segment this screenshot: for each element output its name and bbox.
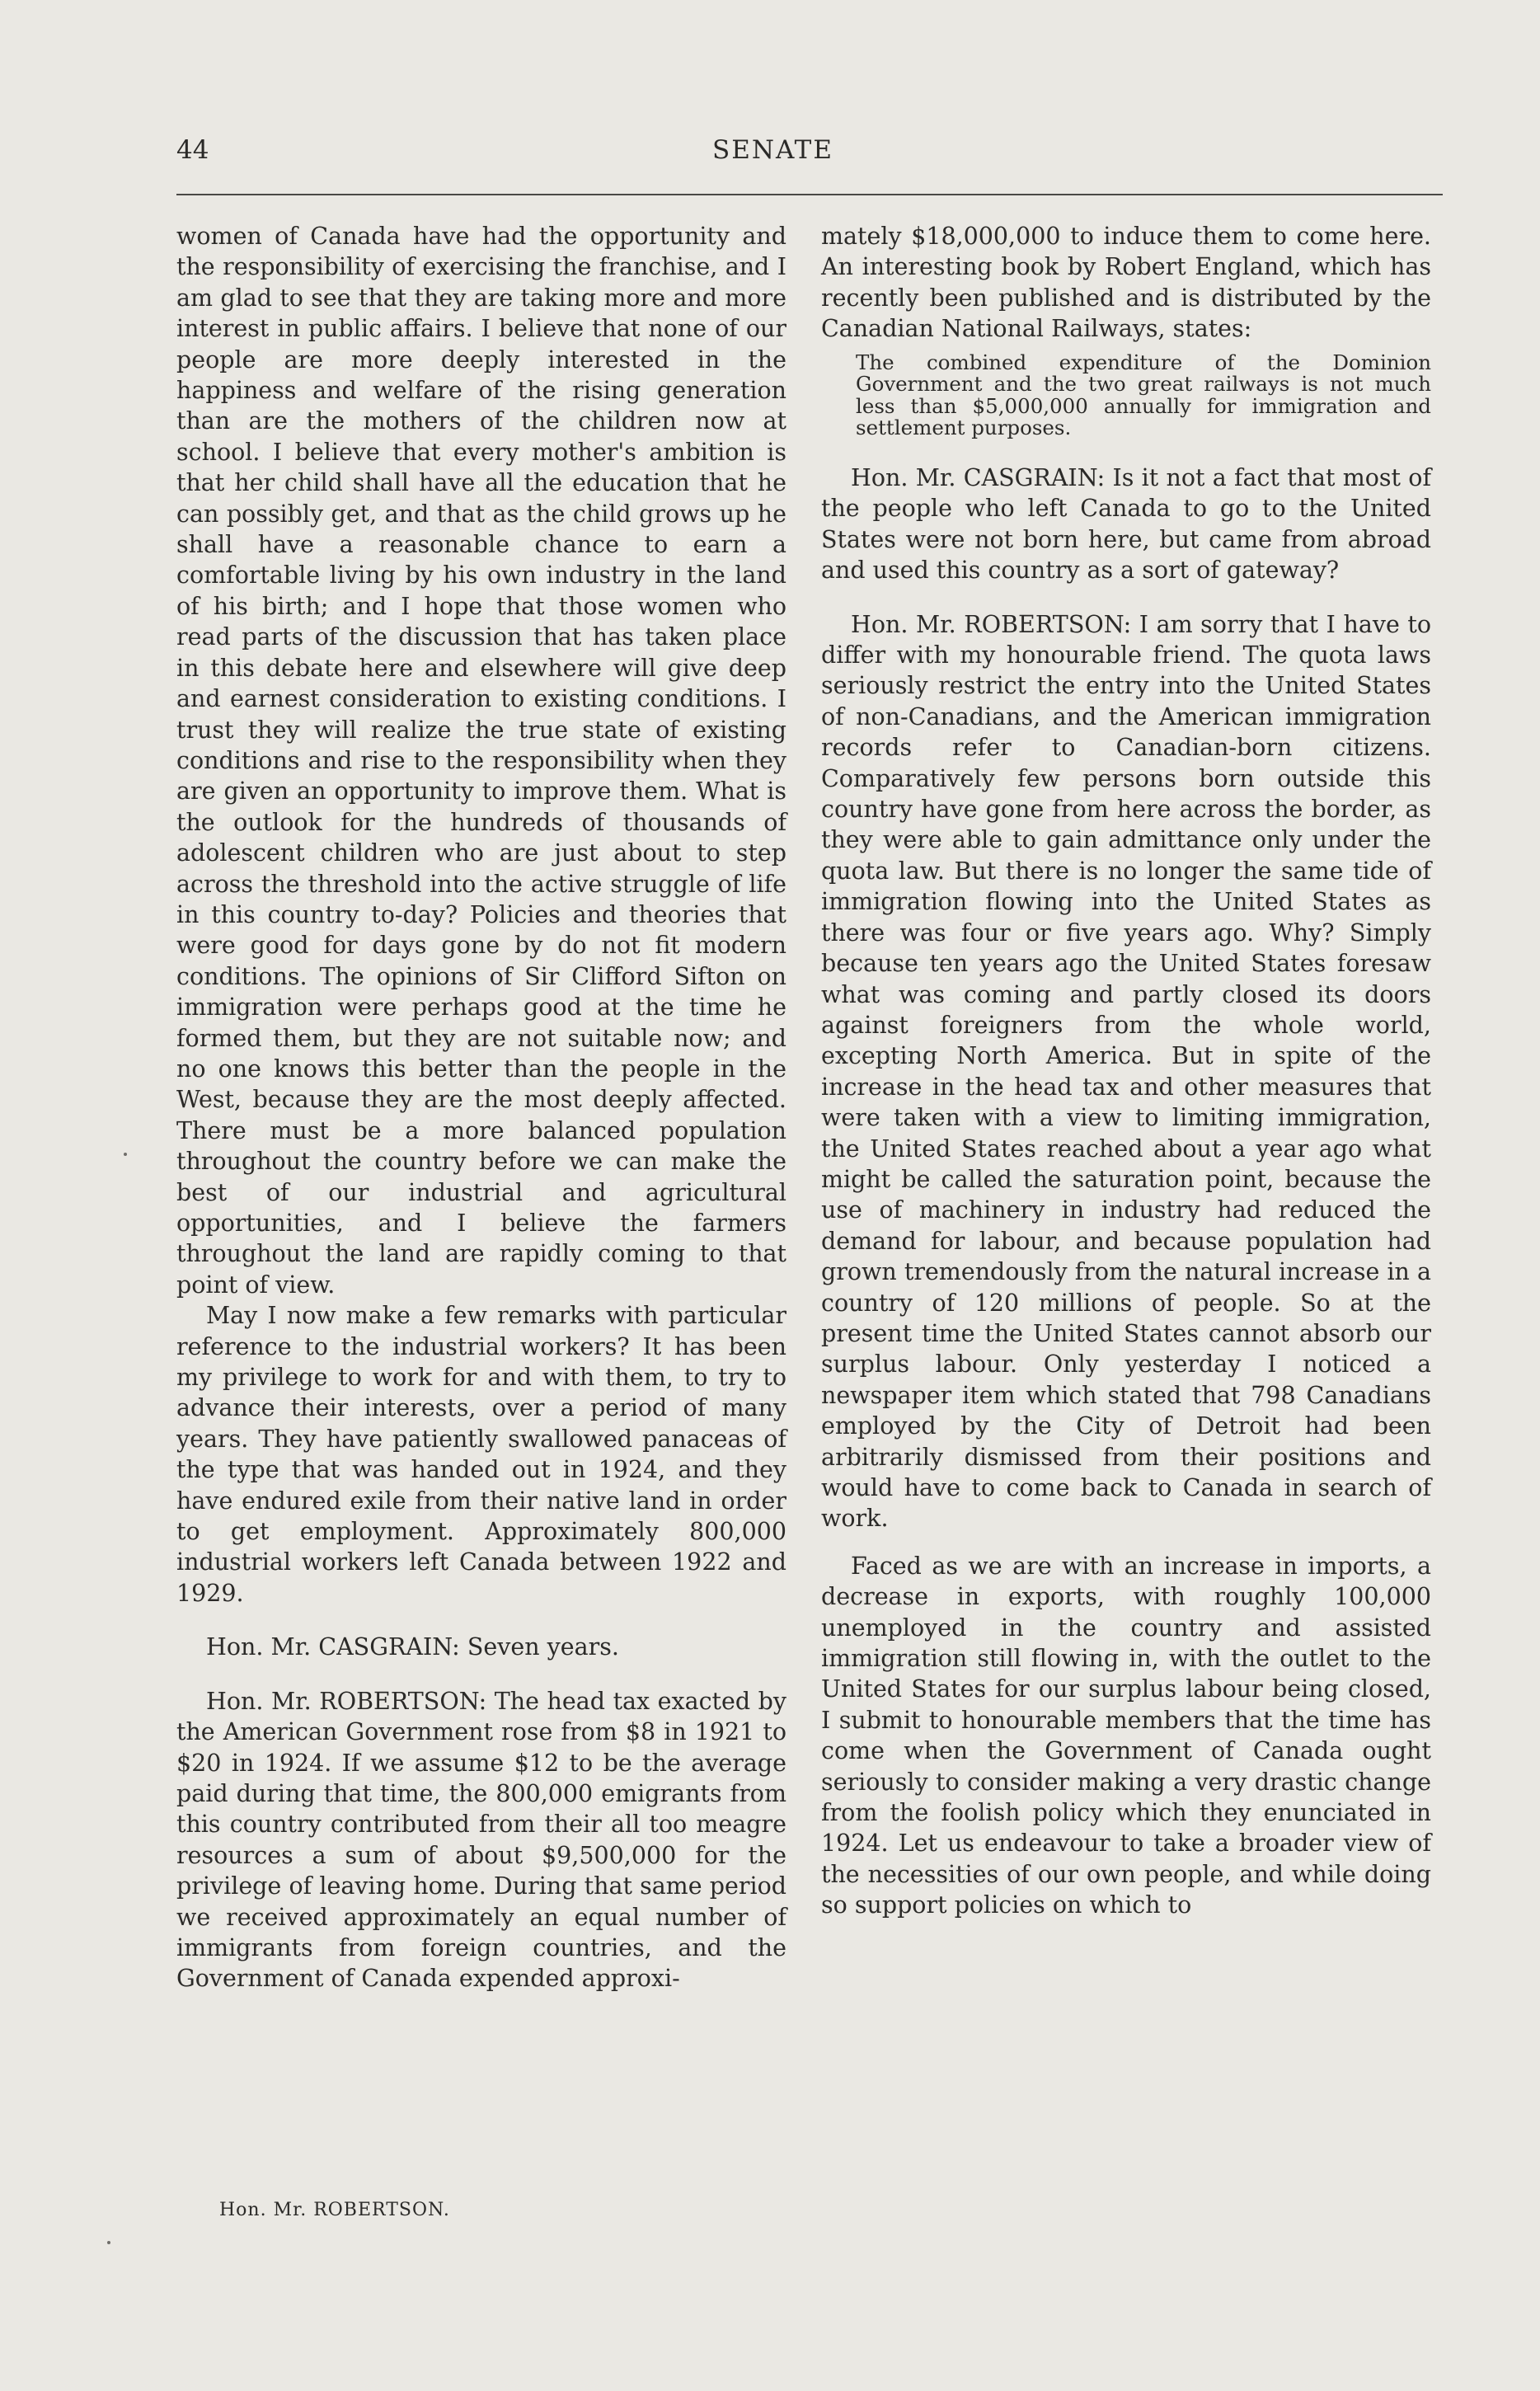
paragraph: Hon. Mr. ROBERTSON: The head tax exacted by the American Government rose from $8 in 1921 to $20 in 1924. If we assume $12 to be the average paid during that time, the 800,000 emigrants from this country contributed from their all too meagre resources a sum of about $9,500,000 for the privilege of leaving home. During that same period we received approximately an equal number of immigrants from foreign countries, and the Government of Canada expended approxi- [176,1687,786,1993]
paragraph: mately $18,000,000 to induce them to come here. An interesting book by Robert England, which has recently been published and is distributed by the Canadian National Railways, states: [821,223,1431,343]
header-rule [176,194,1443,195]
paragraph: Hon. Mr. ROBERTSON: I am sorry that I have to differ with my honourable friend. The quota laws seriously restrict the entry into the United States of non-Canadians, and the American immigration records refer to Canadian-born citizens. Comparatively few persons born outside this country have gone from here across the border, as they were able to gain admittance only under the quota law. But there is no longer the same tide of immigration flowing into the United States as there was four or five years ago. Why? Simply because ten years ago the United States foresaw what was coming and partly closed its doors against foreigners from the whole world, excepting North America. But in spite of the increase in the head tax and other measures that were taken with a view to limiting immigration, the United States reached about a year ago what might be called the saturation point, because the use of machinery in industry had reduced the demand for labour, and because population had grown tremendously from the natural increase in a country of 120 millions of people. So at the present time the United States cannot absorb our surplus labour. Only yesterday I noticed a newspaper item which stated that 798 Canadians employed by the City of Detroit had been arbitrarily dismissed from their positions and would have to come back to Canada in search of work. [821,610,1431,1533]
stray-mark [107,2241,110,2244]
paragraph: Faced as we are with an increase in imports, a decrease in exports, with roughly 100,000 unemployed in the country and assisted immigration still flowing in, with the outlet to the United States for our surplus labour being closed, I submit to honourable members that the time has come when the Government of Canada ought seriously to consider making a very drastic change from the foolish policy which they enunciated in 1924. Let us endeavour to take a broader view of the necessities of our own people, and while doing so support policies on which to [821,1552,1431,1919]
block-quote: The combined expenditure of the Dominion Government and the two great railways is not much less than $5,000,000 annually for immigration and settlement purposes. [856,350,1431,440]
left-column [176,221,786,1994]
paragraph: May I now make a few remarks with particular reference to the industrial workers? It has been my privilege to work for and with them, to try to advance their interests, over a period of many years. They have patiently swallowed panaceas of the type that was handed out in 1924, and they have endured exile from their native land in order to get employment. Approximately 800,000 industrial workers left Canada between 1922 and 1929. [176,1302,786,1607]
right-column [821,221,1431,1921]
footer-speaker: Hon. Mr. ROBERTSON. [219,2200,450,2220]
stray-mark [124,1153,127,1156]
page-number: 44 [176,135,209,165]
interjection: Hon. Mr. CASGRAIN: Is it not a fact that most of the people who left Canada to go to the United States were not born here, but came from abroad and used this country as a sort of gateway? [821,464,1431,585]
interjection: Hon. Mr. CASGRAIN: Seven years. [206,1633,619,1661]
running-head: SENATE [712,135,833,165]
paragraph: women of Canada have had the opportunity and the responsibility of exercising the franchise, and I am glad to see that they are taking more and more interest in public affairs. I believe that none of our people are more deeply interested in the happiness and welfare of the rising generation than are the mothers of the children now at school. I believe that every mother's ambition is that her child shall have all the education that he can possibly get, and that as the child grows up he shall have a reasonable chance to earn a comfortable living by his own industry in the land of his birth; and I hope that those women who read parts of the discussion that has taken place in this debate here and elsewhere will give deep and earnest consideration to existing conditions. I trust they will realize the true state of existing conditions and rise to the responsibility when they are given an opportunity to improve them. What is the outlook for the hundreds of thousands of adolescent children who are just about to step across the threshold into the active struggle of life in this country to-day? Policies and theories that were good for days gone by do not fit modern conditions. The opinions of Sir Clifford Sifton on immigration were perhaps good at the time he formed them, but they are not suitable now; and no one knows this better than the people in the West, because they are the most deeply affected. There must be a more balanced population throughout the country before we can make the best of our industrial and agricultural opportunities, and I believe the farmers throughout the land are rapidly coming to that point of view. [176,223,786,1299]
